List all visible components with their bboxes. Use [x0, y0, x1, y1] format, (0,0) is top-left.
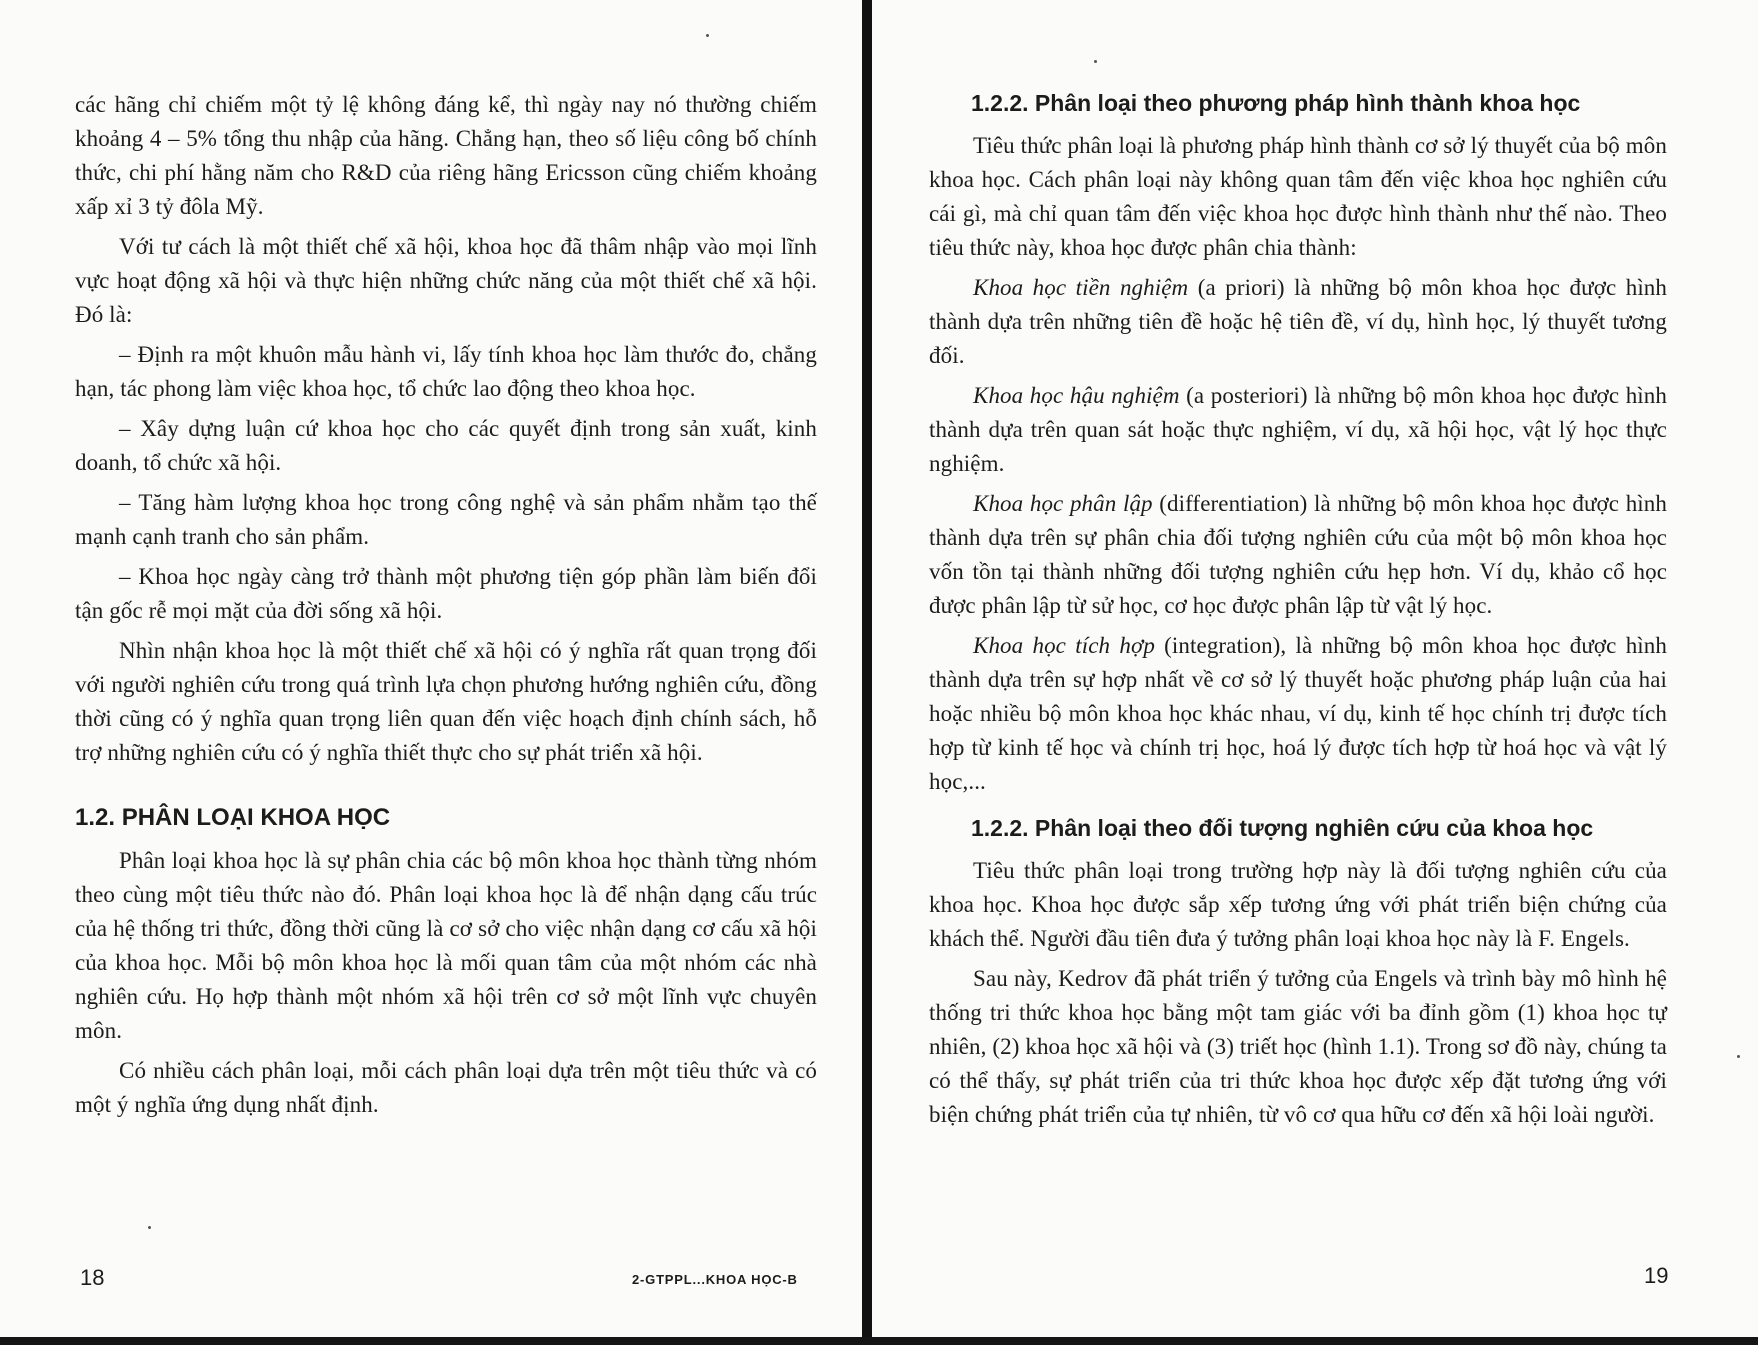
scan-speck [706, 34, 709, 37]
definition-term: Khoa học phân lập [973, 491, 1153, 516]
definition-text: (differentiation) là những bộ môn khoa học được hình thành dựa trên sự phân chia đối tượng nghiên cứu của một bộ môn khoa học vốn tồn tại thành những đối tượng nghiên cứu hẹp hơn. Ví dụ, khảo cổ học được phân lập từ sử học, cơ học được phân lập từ vật lý học. [929, 491, 1667, 618]
bullet-paragraph: – Khoa học ngày càng trở thành một phương tiện góp phần làm biến đổi tận gốc rễ mọi mặt của đời sống xã hội. [75, 564, 817, 623]
paragraph: Sau này, Kedrov đã phát triển ý tưởng của Engels và trình bày mô hình hệ thống tri thức khoa học bằng một tam giác với ba đỉnh gồm (1) khoa học tự nhiên, (2) khoa học xã hội và (3) triết học (hình 1.1). Trong sơ đồ này, chúng ta có thể thấy, sự phát triển của tri thức khoa học được xếp đặt tương ứng với biện chứng phát triển của tự nhiên, từ vô cơ qua hữu cơ đến xã hội loài người. [929, 966, 1667, 1127]
paragraph: Tiêu thức phân loại là phương pháp hình thành cơ sở lý thuyết của bộ môn khoa học. Cách phân loại này không quan tâm đến việc khoa học nghiên cứu cái gì, mà chỉ quan tâm đến việc khoa học được hình thành như thế nào. Theo tiêu thức này, khoa học được phân chia thành: [929, 133, 1667, 260]
paragraph: Có nhiều cách phân loại, mỗi cách phân loại dựa trên một tiêu thức và có một ý nghĩa ứng dụng nhất định. [75, 1058, 817, 1117]
definition-item [929, 379, 1667, 481]
bullet-paragraph: – Định ra một khuôn mẫu hành vi, lấy tính khoa học làm thước đo, chẳng hạn, tác phong làm việc khoa học, tổ chức lao động theo khoa học. [75, 342, 817, 401]
bullet-paragraph: – Xây dựng luận cứ khoa học cho các quyết định trong sản xuất, kinh doanh, tổ chức xã hội. [75, 416, 817, 475]
definition-term: Khoa học tiền nghiệm [973, 275, 1189, 300]
definition-term: Khoa học hậu nghiệm [973, 383, 1180, 408]
definition-term: Khoa học tích hợp [973, 633, 1155, 658]
page-number: 19 [1644, 1263, 1669, 1288]
section-heading: 1.2. PHÂN LOẠI KHOA HỌC [75, 804, 391, 831]
definition-text: (a posteriori) là những bộ môn khoa học được hình thành dựa trên quan sát hoặc thực nghiệm, ví dụ, xã hội học, vật lý học thực nghiệm. [929, 383, 1667, 476]
right-page [872, 0, 1758, 1345]
scan-speck [1737, 1055, 1740, 1058]
definition-text: (integration), là những bộ môn khoa học được hình thành dựa trên sự hợp nhất về cơ sở lý thuyết hoặc phương pháp luận của hai hoặc nhiều bộ môn khoa học khác nhau, ví dụ, kinh tế học chính trị được tích hợp từ kinh tế học và chính trị học, hoá lý được tích hợp từ hoá học và vật lý học,... [929, 633, 1667, 794]
definition-item [929, 487, 1667, 623]
paragraph: Phân loại khoa học là sự phân chia các bộ môn khoa học thành từng nhóm theo cùng một tiêu thức nào đó. Phân loại khoa học là để nhận dạng cấu trúc của hệ thống tri thức, đồng thời cũng là cơ sở cho việc nhận dạng cơ cấu xã hội của khoa học. Mỗi bộ môn khoa học là mối quan tâm của một nhóm các nhà nghiên cứu. Họ hợp thành một nhóm xã hội trên cơ sở một lĩnh vực chuyên môn. [75, 848, 817, 1043]
definition-text: (a priori) là những bộ môn khoa học được hình thành dựa trên những tiên đề hoặc hệ tiên đề, ví dụ, hình học, lý thuyết tương đối. [929, 275, 1668, 368]
paragraph: Tiêu thức phân loại trong trường hợp này là đối tượng nghiên cứu của khoa học. Khoa học được sắp xếp tương ứng với phát triển biện chứng của khách thể. Người đầu tiên đưa ý tưởng phân loại khoa học này là F. Engels. [929, 858, 1667, 951]
subsection-heading: 1.2.2. Phân loại theo phương pháp hình thành khoa học [971, 90, 1581, 116]
definition-item [929, 271, 1667, 373]
paragraph: Với tư cách là một thiết chế xã hội, khoa học đã thâm nhập vào mọi lĩnh vực hoạt động xã hội và thực hiện những chức năng của một thiết chế xã hội. Đó là: [75, 234, 817, 327]
paragraph: các hãng chỉ chiếm một tỷ lệ không đáng kể, thì ngày nay nó thường chiếm khoảng 4 – 5% tổng thu nhập của hãng. Chẳng hạn, theo số liệu công bố chính thức, chi phí hằng năm cho R&D của riêng hãng Ericsson cũng chiếm khoảng xấp xỉ 3 tỷ đôla Mỹ. [75, 92, 817, 219]
scan-bottom-border [0, 1337, 1758, 1345]
scan-speck [148, 1226, 151, 1229]
subsection-heading: 1.2.2. Phân loại theo đối tượng nghiên cứu của khoa học [971, 815, 1594, 841]
running-footer: 2-GTPPL...KHOA HỌC-B [632, 1272, 798, 1287]
book-spine [862, 0, 872, 1345]
left-text-column [75, 88, 817, 1128]
page-number: 18 [80, 1265, 105, 1290]
scan-speck [1094, 60, 1097, 63]
definition-item [929, 629, 1667, 799]
right-text-column [929, 82, 1667, 1138]
left-page [0, 0, 862, 1345]
paragraph: Nhìn nhận khoa học là một thiết chế xã hội có ý nghĩa rất quan trọng đối với người nghiên cứu trong quá trình lựa chọn phương hướng nghiên cứu, đồng thời cũng có ý nghĩa quan trọng liên quan đến việc hoạch định chính sách, hỗ trợ những nghiên cứu có ý nghĩa thiết thực cho sự phát triển xã hội. [75, 638, 817, 765]
bullet-paragraph: – Tăng hàm lượng khoa học trong công nghệ và sản phẩm nhằm tạo thế mạnh cạnh tranh cho sản phẩm. [75, 490, 817, 549]
